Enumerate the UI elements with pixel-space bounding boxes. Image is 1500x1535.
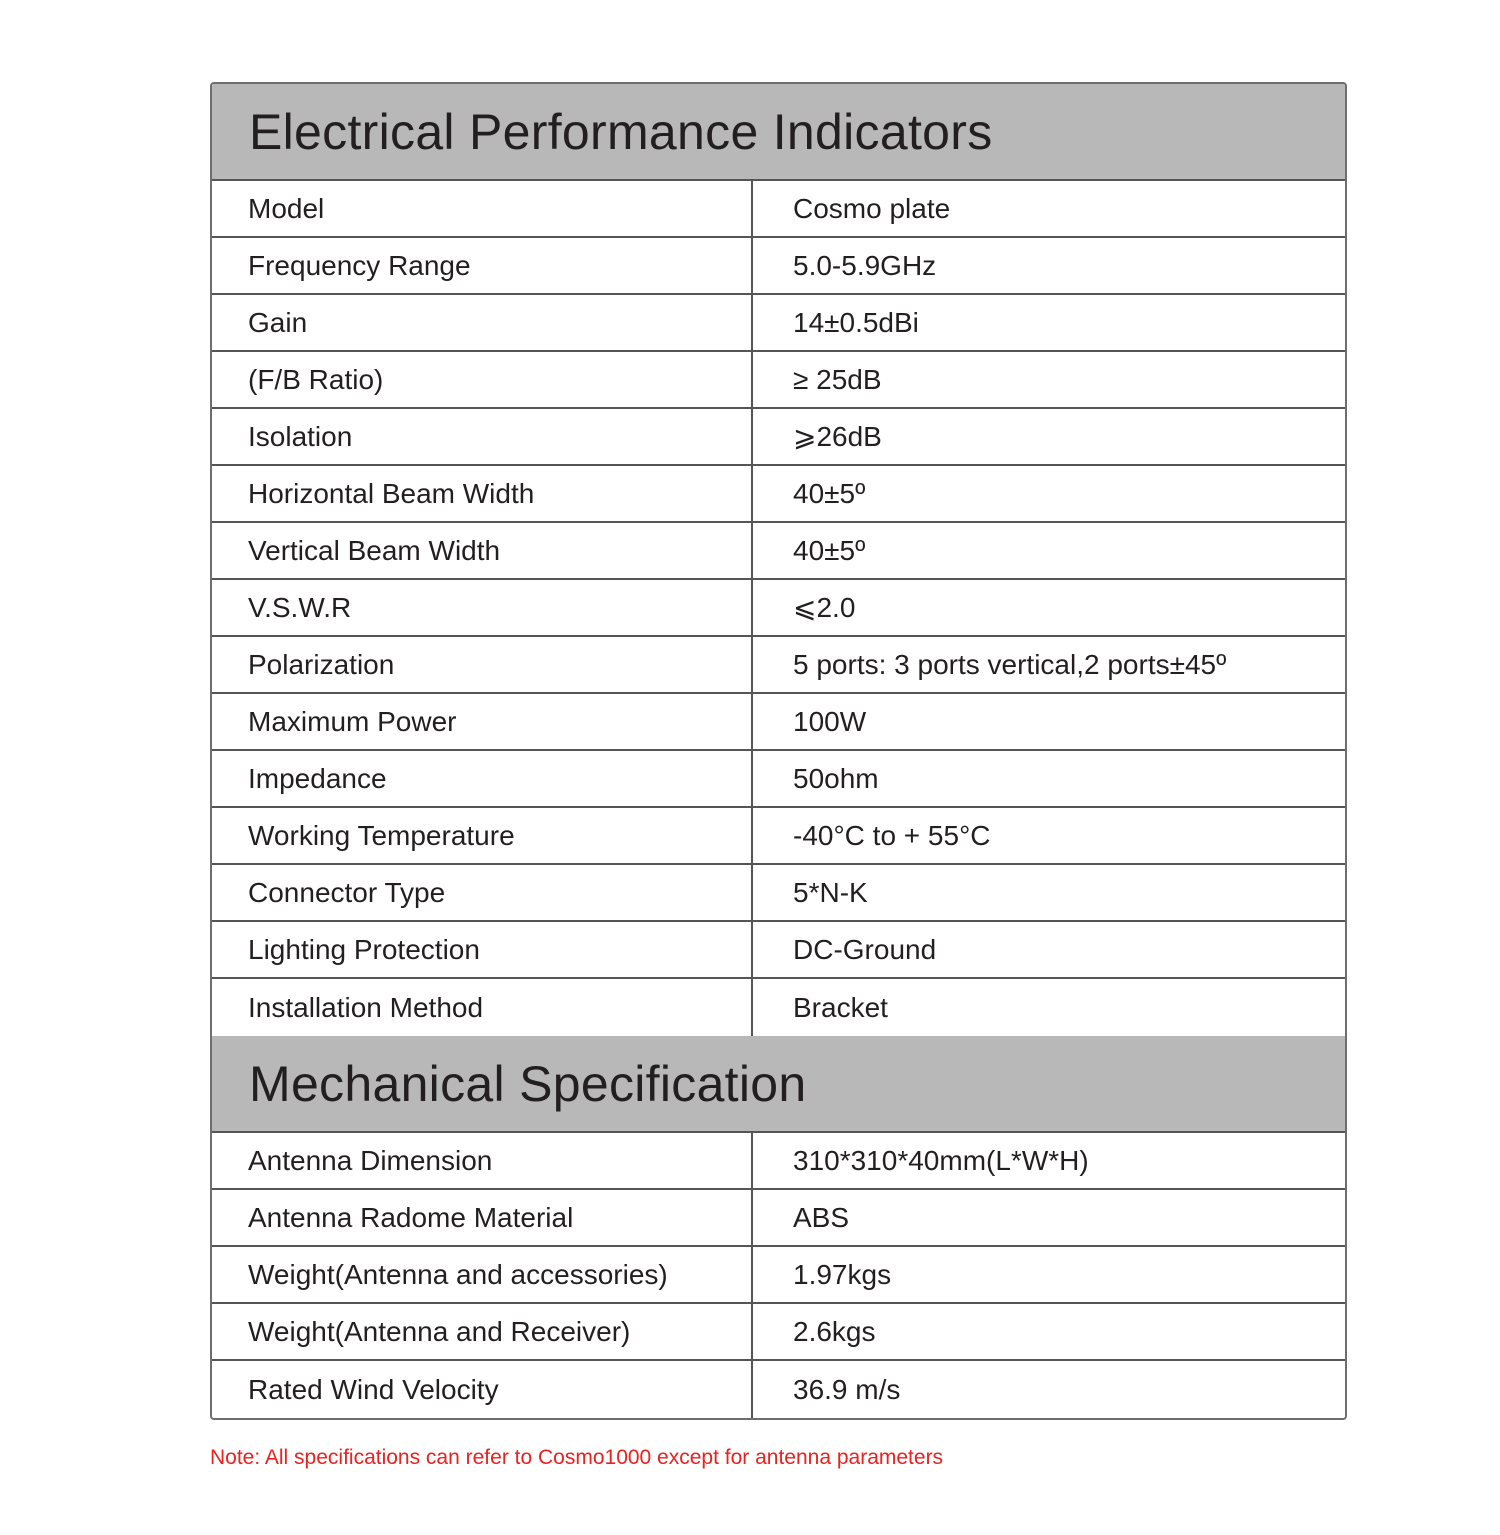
table-row <box>212 865 1345 922</box>
table-row <box>212 1304 1345 1361</box>
table-row <box>212 409 1345 466</box>
spec-label: Maximum Power <box>212 694 753 749</box>
spec-label: Connector Type <box>212 865 753 920</box>
spec-value: ≥ 25dB <box>793 363 882 395</box>
spec-label: Vertical Beam Width <box>212 523 753 578</box>
mechanical-section-title: Mechanical Specification <box>249 1055 807 1112</box>
spec-label: Gain <box>212 295 753 350</box>
table-row <box>212 1133 1345 1190</box>
table-row <box>212 580 1345 637</box>
spec-label: Antenna Radome Material <box>212 1190 753 1245</box>
mechanical-rows <box>212 1133 1345 1418</box>
spec-label: Installation Method <box>212 979 753 1036</box>
table-row <box>212 466 1345 523</box>
spec-value: 100W <box>793 705 867 737</box>
spec-value: 1.97kgs <box>793 1258 892 1290</box>
spec-value: 310*310*40mm(L*W*H) <box>793 1144 1089 1176</box>
spec-label: Weight(Antenna and Receiver) <box>212 1304 753 1359</box>
electrical-rows <box>212 181 1345 1036</box>
spec-value: 2.6kgs <box>793 1315 876 1347</box>
spec-label: Weight(Antenna and accessories) <box>212 1247 753 1302</box>
mechanical-section-header <box>212 1036 1345 1133</box>
spec-value: 5*N-K <box>793 876 868 908</box>
spec-label: Lighting Protection <box>212 922 753 977</box>
table-row <box>212 295 1345 352</box>
spec-value: DC-Ground <box>793 933 937 965</box>
spec-value: ⩽2.0 <box>793 592 856 623</box>
spec-value: 40±5º <box>793 477 866 509</box>
spec-value: ⩾26dB <box>793 421 882 452</box>
table-row <box>212 1361 1345 1418</box>
spec-label: Working Temperature <box>212 808 753 863</box>
table-row <box>212 181 1345 238</box>
electrical-section-title: Electrical Performance Indicators <box>249 103 993 160</box>
spec-label: Frequency Range <box>212 238 753 293</box>
table-row <box>212 238 1345 295</box>
spec-value: -40°C to + 55°C <box>793 819 991 851</box>
spec-label: V.S.W.R <box>212 580 753 635</box>
table-row <box>212 637 1345 694</box>
spec-value: 50ohm <box>793 762 879 794</box>
spec-label: Antenna Dimension <box>212 1133 753 1188</box>
spec-value: Bracket <box>793 991 888 1023</box>
table-row <box>212 751 1345 808</box>
spec-value: 5 ports: 3 ports vertical,2 ports±45º <box>793 648 1227 680</box>
spec-label: Isolation <box>212 409 753 464</box>
table-row <box>212 523 1345 580</box>
spec-value: ABS <box>793 1201 850 1233</box>
spec-label: Model <box>212 181 753 236</box>
spec-label: Rated Wind Velocity <box>212 1361 753 1418</box>
table-row <box>212 352 1345 409</box>
spec-label: Polarization <box>212 637 753 692</box>
spec-table <box>210 82 1347 1420</box>
spec-label: (F/B Ratio) <box>212 352 753 407</box>
table-row <box>212 979 1345 1036</box>
spec-label: Horizontal Beam Width <box>212 466 753 521</box>
spec-value: 5.0-5.9GHz <box>793 249 937 281</box>
table-row <box>212 922 1345 979</box>
table-row <box>212 1247 1345 1304</box>
spec-value: 40±5º <box>793 534 866 566</box>
table-row <box>212 1190 1345 1247</box>
footnote: Note: All specifications can refer to Cosmo1000 except for antenna parameters <box>210 1446 944 1469</box>
spec-value: 36.9 m/s <box>793 1373 901 1405</box>
electrical-section-header <box>212 84 1345 181</box>
spec-value: 14±0.5dBi <box>793 306 919 338</box>
table-row <box>212 694 1345 751</box>
table-row <box>212 808 1345 865</box>
spec-value: Cosmo plate <box>793 192 951 224</box>
spec-label: Impedance <box>212 751 753 806</box>
